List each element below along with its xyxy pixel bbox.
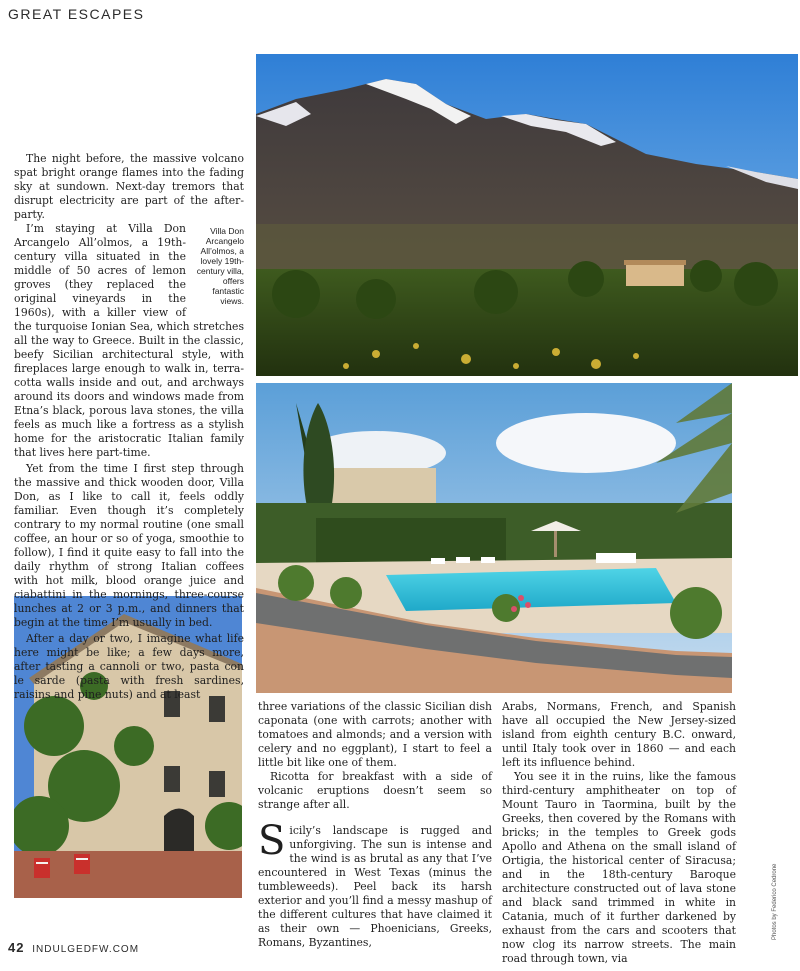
drop-cap: S: [258, 818, 286, 864]
section-header: GREAT ESCAPES: [8, 6, 145, 22]
site-url[interactable]: INDULGEDFW.COM: [32, 944, 140, 955]
paragraph: Yet from the time I first step through the massive and thick wooden door, Villa Don, as I like to call it, feels oddly familiar. Even though it’s completely contrary to my normal routine (one small coffee, an hour or so of yoga, smoothie to follow), I find it quite easy to fall into the daily rhythm of strong Italian coffees with hot milk, blood orange juice and ciabattini in the mornings, three-course lunches at 2 or 3 p.m., and dinners that begin at the time I’m usually in bed.: [14, 462, 244, 629]
paragraph: Ricotta for breakfast with a side of volcanic eruptions doesn’t seem so strange after all.: [258, 770, 492, 811]
villa-pool-photo: [256, 383, 732, 693]
paragraph: three variations of the classic Sicilian dish caponata (one with carrots; another with tomatoes and almonds; and a version with celery and no eggplant), I start to feel a little bit like one of them.: [258, 700, 492, 769]
paragraph: Arabs, Normans, French, and Spanish have all occupied the New Jersey-sized island from eighth century B.C. onward, until Italy took over in 1860 — and each left its influence behind.: [502, 700, 736, 769]
paragraph: You see it in the ruins, like the famous third-century amphitheater on top of Mount Tauro in Taormina, built by the Greeks, then covered by the Romans with bricks; in the temples to Greek gods Apollo and Athena on the small island of Ortigia, the historical center of Siracusa; and in the 18th-century Baroque architecture constructed out of lava stone and black sand trimmed in white in Catania, much of it further darkened by exhaust from the cars and scooters that now clog its narrow streets. The main road through town, via: [502, 770, 736, 965]
paragraph-text: icily’s landscape is rugged and unforgiving. The sun is intense and the wind is as brutal as any that I’ve encountered in West Texas (minus the tumbleweeds). Peel back its harsh exterior and you’ll find a messy mashup of the different cultures that have claimed it as their own — Phoenicians, Greeks, Romans, Byzantines,: [258, 824, 492, 949]
paragraph-text: I’m staying at Villa Don Arcangelo All’olmos, a 19th-century villa situated in the middle of 50 acres of lemon groves (they replaced the original vineyards in the 1960s), with a killer view of the turquoise Ionian Sea, which stretches all the way to Greece. Built in the classic, beefy Sicilian architectural style, with fireplaces large enough to walk in, terra-cotta walls inside and out, and archways around its doors and windows made from Etna’s black, porous lava stones, the villa feels as much like a fortress as a stylish home for the aristocratic Italian family that lives here part-time.: [14, 222, 244, 459]
paragraph: [14, 222, 244, 460]
article-column-middle: [258, 700, 492, 950]
article-column-right: [502, 700, 736, 966]
article-column-left: [14, 152, 244, 702]
photo-credit: Photos by Federico Cedrone: [772, 863, 778, 940]
photo-caption: Villa Don Arcangelo All’olmos, a lovely 19th-century villa, offers fantastic views.: [196, 226, 244, 306]
paragraph: The night before, the massive volcano spat bright orange flames into the fading sky at sundown. Next-day tremors that disrupt electricity are part of the after-party.: [14, 152, 244, 221]
page-footer: [8, 940, 139, 955]
paragraph: After a day or two, I imagine what life here might be like; a few days more, after tasting a cannoli or two, pasta con le sarde (pasta with fresh sardines, raisins and pine nuts) and at least: [14, 632, 244, 701]
paragraph: [258, 818, 492, 950]
etna-volcano-photo: [256, 54, 798, 376]
page-number: 42: [8, 940, 25, 955]
